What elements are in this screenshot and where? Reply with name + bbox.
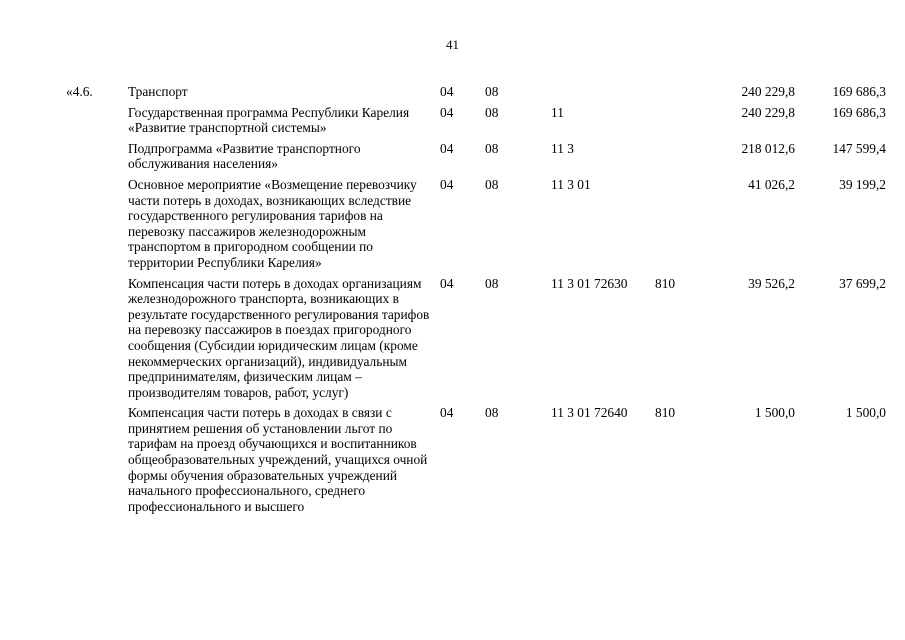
expense-type-code <box>655 141 715 177</box>
target-article-code: 11 3 01 72630 <box>551 275 628 291</box>
row-number <box>66 141 128 177</box>
target-article-code: 11 <box>551 104 564 120</box>
amount-2: 39 199,2 <box>839 176 886 192</box>
section-code: 04 <box>440 176 454 192</box>
row-number: «4.6. <box>66 84 93 99</box>
amount-1: 218 012,6 <box>741 140 795 156</box>
amount-2: 169 686,3 <box>832 84 886 99</box>
section-code: 04 <box>440 84 454 99</box>
subsection-code: 08 <box>485 104 499 120</box>
section-code: 04 <box>440 275 454 291</box>
amount-2: 147 599,4 <box>832 140 886 156</box>
target-article-code: 11 3 01 72640 <box>551 405 628 421</box>
row-name: Основное мероприятие «Возмещение перевозчику части потерь в доходах, возникающих вследствие государственного регулирования тарифов на перевозку пассажиров железнодорожным транспортом в пригородном сообщении по территории Республики Карелия» <box>128 176 417 270</box>
row-number <box>66 177 128 276</box>
amount-1: 39 526,2 <box>748 275 795 291</box>
subsection-code: 08 <box>485 405 499 421</box>
table-row <box>66 177 886 276</box>
row-number <box>66 276 128 406</box>
target-article-code: 11 3 <box>551 140 574 156</box>
expense-type-code <box>655 105 715 141</box>
expense-type-code: 810 <box>655 405 676 421</box>
amount-2: 1 500,0 <box>845 405 886 421</box>
expense-type-code: 810 <box>655 275 676 291</box>
row-name: Государственная программа Республики Карелия «Развитие транспортной системы» <box>128 104 410 136</box>
section-code: 04 <box>440 140 454 156</box>
row-name: Компенсация части потерь в доходах организациям железнодорожного транспорта, возникающих в результате государственного регулирования тарифов на перевозку пассажиров в поездах пригородного сообщения (Субсидии юридическим лицам (кроме некоммерческих организаций), индивидуальным предпринимателям, физическим лицам – производителям товаров, работ, услуг) <box>128 275 430 400</box>
table-row <box>66 276 886 406</box>
subsection-code: 08 <box>485 176 499 192</box>
section-code: 04 <box>440 104 454 120</box>
table-row <box>66 141 886 177</box>
target-article-code: 11 3 01 <box>551 176 591 192</box>
amount-1: 1 500,0 <box>754 405 795 421</box>
row-name: Компенсация части потерь в доходах в связи с принятием решения об установлении льгот по тарифам на проезд обучающихся и воспитанников общеобразовательных учреждений, учащихся очной формы обучения образовательных учреждений начального профессионального, среднего профессионального и высшего <box>128 405 428 514</box>
subsection-code: 08 <box>485 275 499 291</box>
budget-table <box>66 84 886 519</box>
row-number <box>66 405 128 519</box>
row-name: Подпрограмма «Развитие транспортного обслуживания населения» <box>128 140 361 172</box>
table-row <box>66 405 886 519</box>
page-number: 41 <box>446 37 459 52</box>
subsection-code: 08 <box>485 140 499 156</box>
row-number <box>66 105 128 141</box>
target-article-code <box>551 84 655 105</box>
amount-2: 37 699,2 <box>839 275 886 291</box>
amount-2: 169 686,3 <box>832 104 886 120</box>
row-name: Транспорт <box>128 84 188 99</box>
expense-type-code <box>655 177 715 276</box>
table-row <box>66 84 886 105</box>
amount-1: 240 229,8 <box>741 84 795 99</box>
amount-1: 240 229,8 <box>741 104 795 120</box>
expense-type-code <box>655 84 715 105</box>
subsection-code: 08 <box>485 84 499 99</box>
amount-1: 41 026,2 <box>748 176 795 192</box>
table-row <box>66 105 886 141</box>
section-code: 04 <box>440 405 454 421</box>
